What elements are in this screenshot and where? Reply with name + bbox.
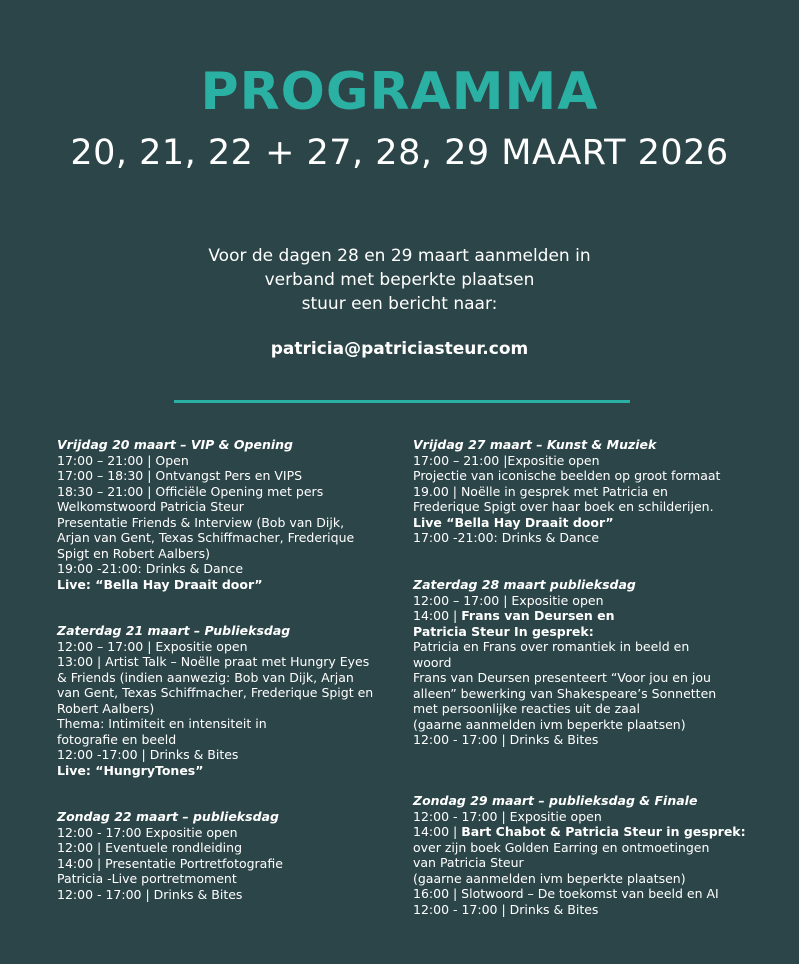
page-title: PROGRAMMA (200, 62, 599, 122)
schedule-line: 17:00 – 21:00 | Open (57, 452, 189, 468)
schedule-line: 12:00 - 17:00 | Drinks & Bites (413, 732, 599, 747)
day-heading: Zondag 29 maart – publieksdag & Finale (413, 793, 698, 808)
schedule-line: 18:30 – 21:00 | Officiële Opening met pers (57, 483, 324, 499)
schedule-line: 12:00 – 17:00 | Expositie open (413, 592, 604, 608)
schedule-line: Frederique Spigt over haar boek en schilderijen. (413, 499, 714, 514)
section-divider (174, 400, 630, 403)
schedule-line: (gaarne aanmelden ivm beperkte plaatsen) (413, 870, 686, 886)
notice-line: stuur een bericht naar: (301, 294, 498, 314)
schedule-line: Patricia Steur In gesprek: (413, 623, 594, 639)
schedule-line: Robert Aalbers) (57, 700, 155, 716)
program-day (57, 437, 397, 592)
day-heading: Vrijdag 20 maart – VIP & Opening (57, 437, 293, 452)
schedule-line: 12:00 - 17:00 | Expositie open (413, 808, 602, 824)
schedule-line: 12:00 - 17:00 Expositie open (57, 824, 238, 840)
schedule-line: 13:00 | Artist Talk – Noëlle praat met Hungry Eyes (57, 654, 370, 669)
schedule-line: Live: “HungryTones” (57, 762, 204, 778)
schedule-line: woord (413, 654, 452, 670)
schedule-line: Thema: Intimiteit en intensiteit in (57, 716, 267, 731)
contact-email[interactable]: patricia@patriciasteur.com (270, 339, 529, 359)
notice-line: verband met beperkte plaatsen (264, 270, 535, 290)
schedule-line: Live “Bella Hay Draait door” (413, 514, 614, 530)
schedule-line: alleen” bewerking van Shakespeare’s Sonnetten (413, 685, 717, 701)
schedule-line: 19:00 -21:00: Drinks & Dance (57, 561, 244, 576)
notice-line: Voor de dagen 28 en 29 maart aanmelden in (208, 246, 591, 266)
schedule-line: 16:00 | Slotwoord – De toekomst van beeld en AI (413, 886, 719, 901)
schedule-line: 12:00 – 17:00 | Expositie open (57, 638, 248, 654)
schedule-line: fotografie en beeld (57, 731, 177, 747)
schedule-line: Patricia en Frans over romantiek in beeld en (413, 639, 690, 654)
schedule-highlight: Frans van Deursen en (461, 608, 615, 623)
schedule-line: Presentatie Friends & Interview (Bob van Dijk, (57, 514, 345, 530)
schedule-line: met persoonlijke reacties uit de zaal (413, 701, 640, 716)
schedule-line: Welkomstwoord Patricia Steur (57, 499, 244, 514)
program-day (413, 793, 753, 917)
registration-notice (0, 244, 799, 316)
event-dates: 20, 21, 22 + 27, 28, 29 MAART 2026 (70, 133, 729, 173)
schedule-line: over zijn boek Golden Earring en ontmoetingen (413, 839, 710, 855)
schedule-line: Arjan van Gent, Texas Schiffmacher, Frederique (57, 530, 355, 545)
schedule-time: 14:00 | (413, 608, 462, 623)
schedule-line: Frans van Deursen presenteert “Voor jou en jou (413, 670, 711, 685)
schedule-line (413, 608, 753, 624)
schedule-line: 17:00 – 21:00 |Expositie open (413, 452, 600, 468)
schedule-line: Spigt en Robert Aalbers) (57, 545, 210, 561)
schedule-line: van Patricia Steur (413, 855, 524, 870)
day-heading: Vrijdag 27 maart – Kunst & Muziek (413, 437, 657, 452)
schedule-highlight: Bart Chabot & Patricia Steur in gesprek: (461, 824, 746, 839)
schedule-time: 14:00 | (413, 824, 462, 839)
schedule-line: Patricia -Live portretmoment (57, 871, 237, 886)
schedule-line: 19.00 | Noëlle in gesprek met Patricia en (413, 483, 668, 499)
schedule-line: 12:00 - 17:00 | Drinks & Bites (413, 901, 599, 917)
day-heading: Zaterdag 28 maart publieksdag (413, 577, 636, 592)
day-heading: Zondag 22 maart – publieksdag (57, 809, 279, 824)
program-day (57, 623, 397, 778)
program-day (57, 809, 397, 902)
schedule-line: 17:00 -21:00: Drinks & Dance (413, 530, 600, 545)
schedule-line: (gaarne aanmelden ivm beperkte plaatsen) (413, 716, 686, 732)
schedule-line: 17:00 – 18:30 | Ontvangst Pers en VIPS (57, 468, 303, 483)
schedule-line: 12:00 - 17:00 | Drinks & Bites (57, 886, 243, 902)
schedule-line: 12:00 | Eventuele rondleiding (57, 840, 243, 855)
schedule-line: 14:00 | Presentatie Portretfotografie (57, 855, 283, 871)
schedule-line: Live: “Bella Hay Draait door” (57, 576, 263, 592)
schedule-line: 12:00 -17:00 | Drinks & Bites (57, 747, 239, 762)
schedule-line: Projectie van iconische beelden op groot formaat (413, 468, 721, 483)
day-heading: Zaterdag 21 maart – Publieksdag (57, 623, 291, 638)
schedule-line: van Gent, Texas Schiffmacher, Frederique Spigt en (57, 685, 374, 700)
schedule-line (413, 824, 753, 840)
schedule-line: & Friends (indien aanwezig: Bob van Dijk, Arjan (57, 669, 354, 685)
program-day (413, 437, 753, 546)
program-day (413, 577, 753, 748)
